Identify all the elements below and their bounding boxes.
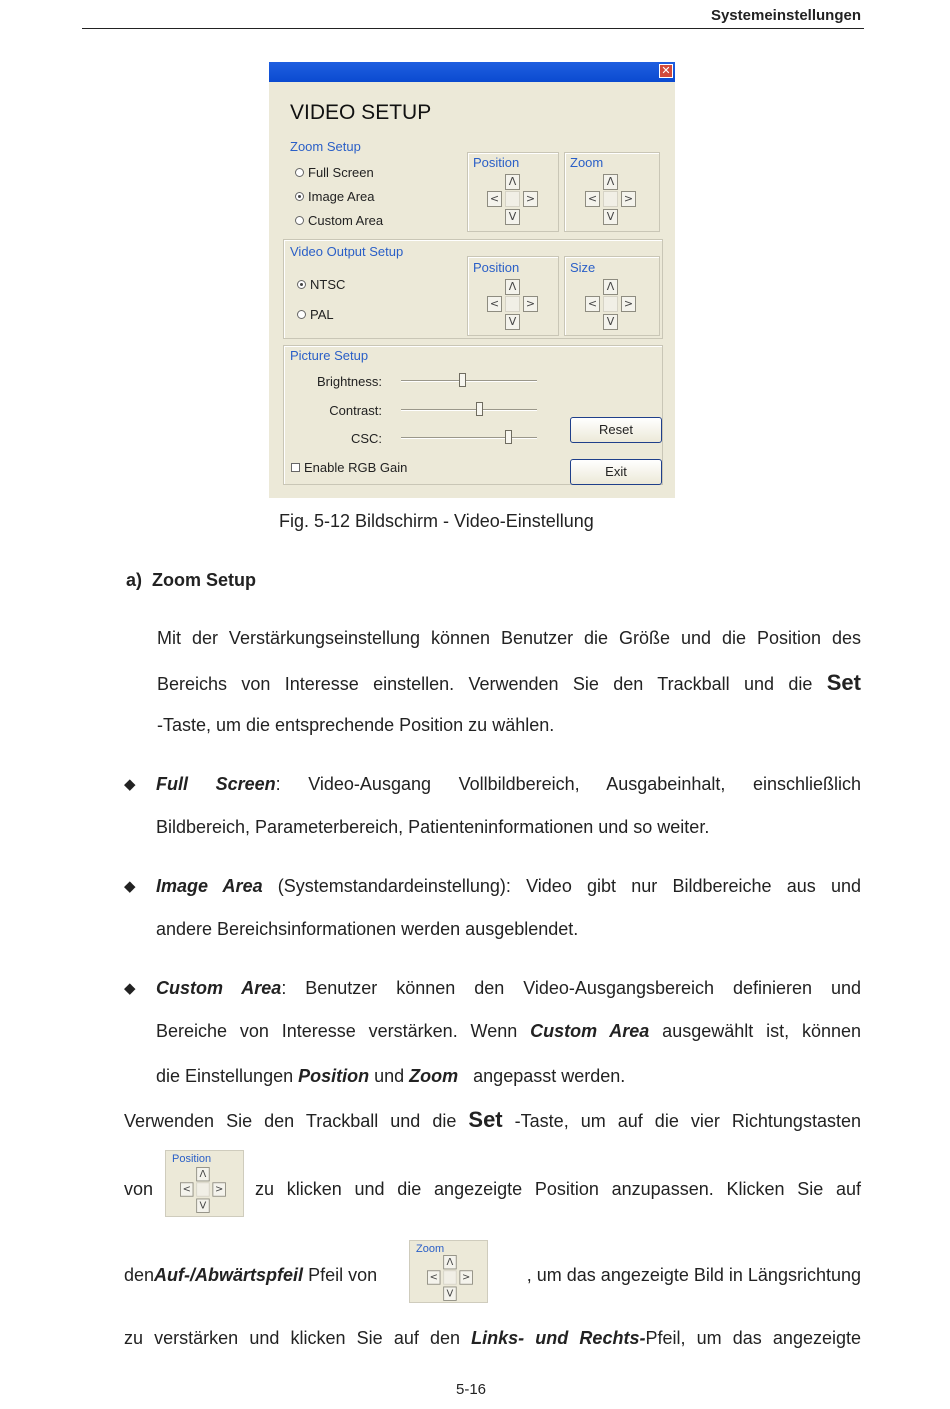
dialog-title-bar bbox=[269, 62, 675, 82]
bullet-full-text: : Video-Ausgang Vollbildbereich, Ausgabeinhalt, einschließlich bbox=[275, 774, 861, 794]
contrast-slider-thumb[interactable] bbox=[476, 402, 483, 416]
section-heading bbox=[126, 570, 256, 591]
text-span: zu verstärken und klicken Sie auf den bbox=[124, 1328, 472, 1348]
output-position-label: Position bbox=[473, 260, 520, 275]
up-arrow-icon[interactable]: Λ bbox=[603, 174, 618, 190]
radio-label: PAL bbox=[310, 307, 334, 322]
radio-icon bbox=[295, 168, 304, 177]
term-custom-area: Custom Area bbox=[530, 1021, 650, 1041]
right-arrow-icon: > bbox=[212, 1182, 226, 1196]
running-header: Systemeinstellungen bbox=[710, 7, 861, 24]
radio-image-area[interactable] bbox=[295, 189, 375, 204]
text-span: die Einstellungen bbox=[156, 1066, 299, 1086]
output-size-pad bbox=[585, 279, 637, 331]
radio-ntsc[interactable] bbox=[297, 277, 345, 292]
term-zoom: Zoom bbox=[409, 1066, 459, 1086]
para2-line-2: zu klicken und die angezeigte Position anzupassen. Klicken Sie auf bbox=[255, 1179, 861, 1199]
up-arrow-icon: Λ bbox=[196, 1167, 210, 1181]
output-position-pad bbox=[487, 279, 539, 331]
bullet-custom-text: : Benutzer können den Video-Ausgangsbereich definieren und bbox=[281, 978, 862, 998]
bullet-diamond-icon: ◆ bbox=[124, 979, 136, 997]
term-image-area: Image Area bbox=[156, 876, 263, 896]
pad-center bbox=[505, 191, 520, 207]
bullet-diamond-icon: ◆ bbox=[124, 775, 136, 793]
set-key-label: Set bbox=[468, 1107, 503, 1132]
csc-slider-track bbox=[401, 437, 537, 439]
para2-line-1 bbox=[124, 1109, 861, 1132]
para2-line-3b: , um das angezeigte Bild in Längsrichtung bbox=[526, 1265, 861, 1285]
pad-center bbox=[603, 191, 618, 207]
close-icon[interactable]: ✕ bbox=[659, 64, 673, 78]
bullet-image-line-1 bbox=[156, 875, 861, 897]
down-arrow-icon[interactable]: V bbox=[505, 314, 520, 330]
radio-pal[interactable] bbox=[297, 307, 334, 322]
section-title: Zoom Setup bbox=[152, 570, 257, 590]
zoom-pad-inline-icon bbox=[409, 1240, 488, 1303]
radio-selected-icon bbox=[297, 280, 306, 289]
text-span: Pfeil, um das angezeigte bbox=[645, 1328, 861, 1348]
csc-slider-thumb[interactable] bbox=[505, 430, 512, 444]
radio-selected-icon bbox=[295, 192, 304, 201]
bullet-custom-line-3 bbox=[156, 1065, 625, 1087]
radio-label: Full Screen bbox=[308, 165, 374, 180]
output-size-label: Size bbox=[570, 260, 596, 275]
header-rule bbox=[82, 28, 864, 29]
right-arrow-icon: > bbox=[459, 1270, 473, 1284]
zoom-position-pad bbox=[487, 174, 539, 226]
pad-center bbox=[196, 1182, 210, 1196]
rgb-gain-label: Enable RGB Gain bbox=[304, 460, 408, 475]
up-arrow-icon[interactable]: Λ bbox=[603, 279, 618, 295]
text-span: Bereiche von Interesse verstärken. Wenn bbox=[156, 1021, 531, 1041]
down-arrow-icon[interactable]: V bbox=[505, 209, 520, 225]
left-arrow-icon[interactable]: < bbox=[487, 191, 502, 207]
video-output-label: Video Output Setup bbox=[290, 244, 404, 259]
bullet-full-line-1 bbox=[156, 773, 861, 795]
radio-full-screen[interactable] bbox=[295, 165, 374, 180]
inline-pad bbox=[180, 1167, 227, 1214]
radio-icon bbox=[297, 310, 306, 319]
bullet-full-line-2: Bildbereich, Parameterbereich, Patienteninformationen und so weiter. bbox=[156, 817, 710, 837]
intro-line-1: Mit der Verstärkungseinstellung können Benutzer die Größe und die Position des bbox=[157, 628, 861, 648]
zoom-zoom-pad bbox=[585, 174, 637, 226]
exit-button[interactable]: Exit bbox=[570, 459, 662, 485]
up-arrow-icon[interactable]: Λ bbox=[505, 279, 520, 295]
right-arrow-icon[interactable]: > bbox=[523, 191, 538, 207]
zoom-zoom-label: Zoom bbox=[570, 155, 604, 170]
figure-caption: Fig. 5-12 Bildschirm - Video-Einstellung bbox=[279, 511, 594, 531]
inline-pad bbox=[427, 1255, 474, 1302]
bullet-custom-line-1 bbox=[156, 977, 861, 999]
bullet-custom-line-2 bbox=[156, 1020, 861, 1042]
text-span: ausgewählt ist, können bbox=[649, 1021, 862, 1041]
csc-label: CSC: bbox=[350, 431, 382, 446]
down-arrow-icon[interactable]: V bbox=[603, 314, 618, 330]
down-arrow-icon: V bbox=[443, 1287, 457, 1301]
radio-label: Image Area bbox=[308, 189, 375, 204]
right-arrow-icon[interactable]: > bbox=[523, 296, 538, 312]
intro-line-2 bbox=[157, 672, 861, 695]
down-arrow-icon: V bbox=[196, 1199, 210, 1213]
text-span: und bbox=[369, 1066, 410, 1086]
up-arrow-icon[interactable]: Λ bbox=[505, 174, 520, 190]
term-custom-area: Custom Area bbox=[156, 978, 282, 998]
intro-line-3: -Taste, um die entsprechende Position zu wählen. bbox=[157, 715, 555, 735]
radio-label: Custom Area bbox=[308, 213, 384, 228]
radio-label: NTSC bbox=[310, 277, 346, 292]
bullet-image-line-2: andere Bereichsinformationen werden ausgeblendet. bbox=[156, 919, 579, 939]
page-number: 5-16 bbox=[456, 1381, 487, 1398]
contrast-label: Contrast: bbox=[329, 403, 382, 418]
position-pad-inline-icon bbox=[165, 1150, 244, 1217]
dialog-title: VIDEO SETUP bbox=[290, 101, 432, 124]
contrast-slider-track bbox=[401, 409, 537, 411]
up-arrow-icon: Λ bbox=[443, 1255, 457, 1269]
pad-center bbox=[505, 296, 520, 312]
term-full-screen: Full Screen bbox=[156, 774, 276, 794]
text-span: angepasst werden. bbox=[458, 1066, 626, 1086]
zoom-position-label: Position bbox=[473, 155, 520, 170]
brightness-slider-track bbox=[401, 380, 537, 382]
intro-line-2-text: Bereichs von Interesse einstellen. Verwenden Sie den Trackball und die bbox=[157, 674, 813, 694]
term-position: Position bbox=[298, 1066, 370, 1086]
para2-line-3a bbox=[124, 1264, 377, 1286]
left-arrow-icon[interactable]: < bbox=[585, 296, 600, 312]
pad-center bbox=[603, 296, 618, 312]
radio-custom-area[interactable] bbox=[295, 213, 383, 228]
down-arrow-icon[interactable]: V bbox=[603, 209, 618, 225]
reset-button[interactable]: Reset bbox=[570, 417, 662, 443]
text-span: -Taste, um auf die vier Richtungstasten bbox=[514, 1111, 861, 1131]
checkbox-icon bbox=[291, 463, 300, 472]
para2-line-4 bbox=[124, 1327, 861, 1349]
inline-pad-label: Zoom bbox=[416, 1243, 445, 1255]
bullet-diamond-icon: ◆ bbox=[124, 877, 136, 895]
brightness-slider-thumb[interactable] bbox=[459, 373, 466, 387]
left-arrow-icon[interactable]: < bbox=[585, 191, 600, 207]
left-arrow-icon[interactable]: < bbox=[487, 296, 502, 312]
text-span: Pfeil von bbox=[303, 1265, 378, 1285]
right-arrow-icon[interactable]: > bbox=[621, 191, 636, 207]
term-left-right-arrow: Links- und Rechts- bbox=[471, 1328, 646, 1348]
left-arrow-icon: < bbox=[427, 1270, 441, 1284]
section-marker: a) bbox=[126, 570, 143, 590]
zoom-setup-label: Zoom Setup bbox=[290, 139, 361, 154]
brightness-label: Brightness: bbox=[316, 374, 382, 389]
set-key-label: Set bbox=[826, 670, 861, 695]
radio-icon bbox=[295, 216, 304, 225]
inline-pad-label: Position bbox=[172, 1153, 212, 1165]
picture-setup-label: Picture Setup bbox=[290, 348, 369, 363]
left-arrow-icon: < bbox=[180, 1182, 194, 1196]
term-up-down-arrow: Auf-/Abwärtspfeil bbox=[154, 1265, 304, 1285]
para2-von: von bbox=[124, 1179, 154, 1199]
bullet-image-text: (Systemstandardeinstellung): Video gibt nur Bildbereiche aus und bbox=[262, 876, 861, 896]
text-span: den bbox=[124, 1265, 155, 1285]
text-span: Verwenden Sie den Trackball und die bbox=[124, 1111, 457, 1131]
video-setup-dialog bbox=[269, 62, 675, 498]
rgb-gain-checkbox[interactable] bbox=[291, 460, 407, 475]
pad-center bbox=[443, 1270, 457, 1284]
right-arrow-icon[interactable]: > bbox=[621, 296, 636, 312]
